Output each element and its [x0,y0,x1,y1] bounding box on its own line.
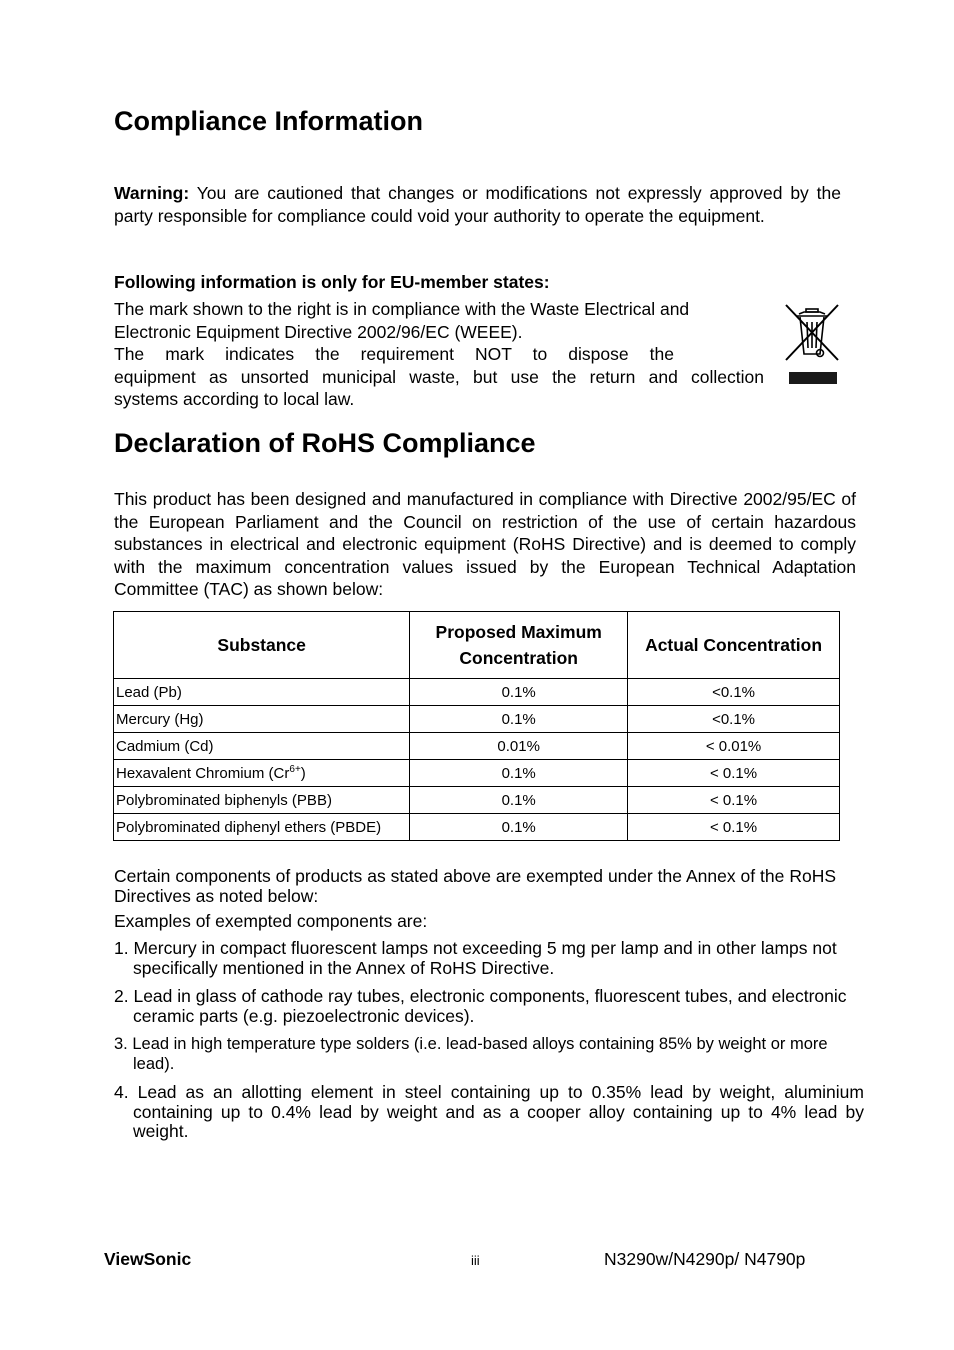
list-item: 2. Lead in glass of cathode ray tubes, electronic components, fluorescent tubes, and electronic ceramic parts (e.g. piezoelectronic devices). [114,986,847,1026]
table-header-row [114,612,840,679]
weee-line: The mark indicates the requirement NOT to dispose the [114,344,674,364]
cell-proposed: 0.1% [410,814,628,841]
cell-substance: Mercury (Hg) [114,706,410,733]
rohs-title: Declaration of RoHS Compliance [114,428,536,458]
table-row [114,733,840,760]
cell-substance: Polybrominated diphenyl ethers (PBDE) [114,814,410,841]
cell-proposed: 0.1% [410,787,628,814]
table-row [114,760,840,787]
crossed-out-wheeled-bin-icon [783,302,841,386]
page-title: Compliance Information [114,106,424,136]
cell-proposed: 0.01% [410,733,628,760]
warning-label: Warning: [114,183,190,203]
table-row [114,814,840,841]
cell-proposed: 0.1% [410,760,628,787]
list-item: 4. Lead as an allotting element in steel containing up to 0.35% lead by weight, aluminium containing up to 0.4% lead by weight and as a cooper alloy containing up to 4% lead by weight. [114,1082,864,1141]
exemption-list [114,939,864,1151]
cell-actual: <0.1% [628,679,840,706]
warning-text: You are cautioned that changes or modifications not expressly approved by the party responsible for compliance could void your authority to operate the equipment. [114,183,841,226]
cell-actual: < 0.1% [628,787,840,814]
eu-heading: Following information is only for EU-member states: [114,272,550,292]
table-row [114,706,840,733]
cell-actual: < 0.1% [628,814,840,841]
list-item: 3. Lead in high temperature type solders (i.e. lead-based alloys containing 85% by weight or more lead). [114,1035,828,1073]
cell-actual: < 0.01% [628,733,840,760]
cell-proposed: 0.1% [410,679,628,706]
cell-substance: Polybrominated biphenyls (PBB) [114,787,410,814]
exemption-note: Certain components of products as stated above are exempted under the Annex of the RoHS Directives as noted below: [114,866,836,906]
table-row [114,679,840,706]
weee-paragraph [114,298,764,411]
cell-actual: <0.1% [628,706,840,733]
cell-substance [114,760,410,787]
weee-line: Electronic Equipment Directive 2002/96/EC (WEEE). [114,321,523,342]
cell-proposed: 0.1% [410,706,628,733]
rohs-intro-paragraph: This product has been designed and manufactured in compliance with Directive 2002/95/EC of the European Parliament and the Council on restriction of the use of certain hazardous substances in electrical and electronic equipment (RoHS Directive) and is deemed to comply with the maximum concentration values issued by the European Technical Adaptation Committee (TAC) as shown below: [114,489,856,599]
weee-line: The mark shown to the right is in compliance with the Waste Electrical and [114,299,690,319]
warning-paragraph [114,182,841,227]
footer-model: N3290w/N4290p/ N4790p [604,1249,806,1269]
header-substance: Substance [114,612,410,679]
substance-table [113,611,840,841]
cell-substance: Lead (Pb) [114,679,410,706]
weee-line: systems according to local law. [114,389,355,409]
substance-prefix: Hexavalent Chromium (Cr [116,764,290,782]
cell-substance: Cadmium (Cd) [114,733,410,760]
cell-actual: < 0.1% [628,760,840,787]
header-actual: Actual Concentration [628,612,840,679]
footer-brand: ViewSonic [104,1249,192,1269]
substance-superscript: 6+ [289,763,301,775]
examples-intro: Examples of exempted components are: [114,911,428,931]
weee-line: equipment as unsorted municipal waste, but use the return and collection [114,366,764,387]
header-proposed-line: Concentration [459,648,578,668]
header-proposed [410,612,628,679]
list-item: 1. Mercury in compact fluorescent lamps not exceeding 5 mg per lamp and in other lamps not specifically mentioned in the Annex of RoHS Directive. [114,938,837,978]
header-proposed-line: Proposed Maximum [435,622,602,642]
footer-page-number: iii [471,1253,480,1268]
substance-suffix: ) [300,764,306,782]
table-row [114,787,840,814]
